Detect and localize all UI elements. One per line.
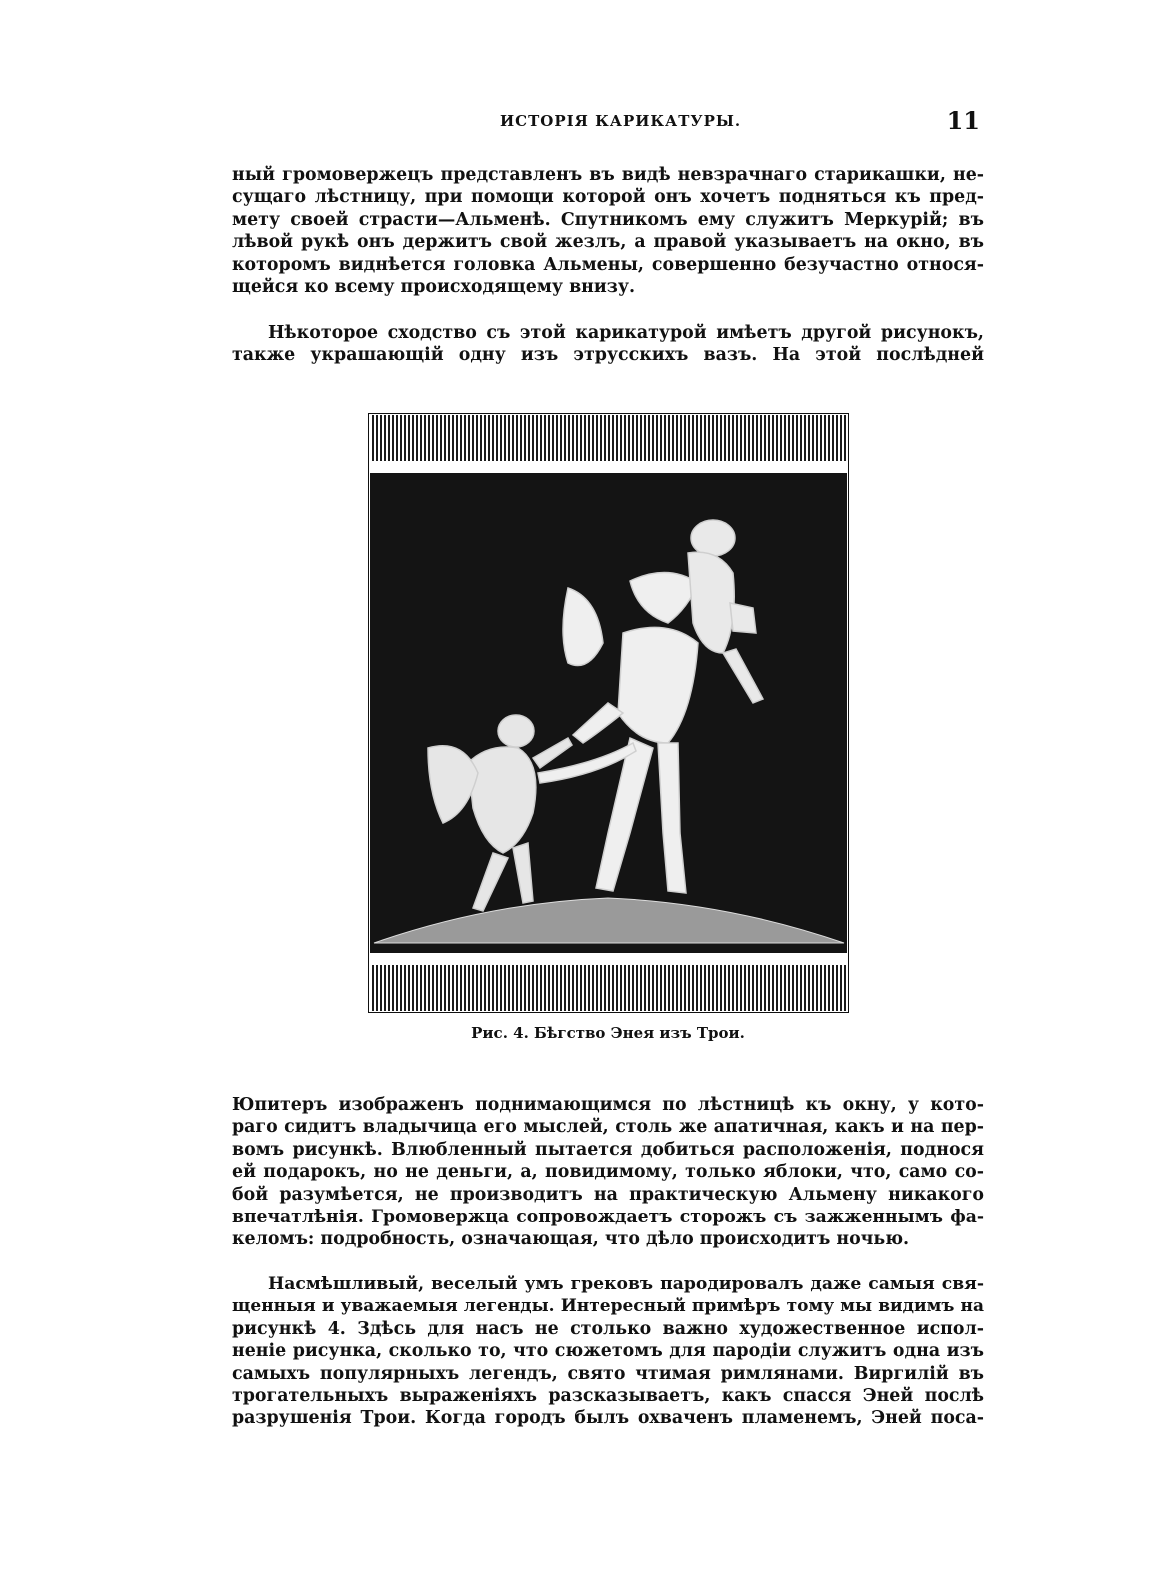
paragraph-2 — [232, 322, 984, 367]
text-line: мету своей страсти—Альменѣ. Спутникомъ ему служитъ Меркурій; въ — [232, 209, 984, 230]
text-line: келомъ: подробность, означающая, что дѣло происходитъ ночью. — [232, 1229, 910, 1250]
paragraph-4 — [232, 1273, 984, 1430]
text-line: щенныя и уважаемыя легенды. Интересный примѣръ тому мы видимъ на — [232, 1296, 984, 1317]
text-line: бой разумѣется, не производитъ на практическую Альмену никакого — [232, 1184, 984, 1205]
figure-caption: Рис. 4. Бѣгство Энея изъ Трои. — [471, 1024, 745, 1042]
figure-illustration — [368, 413, 849, 1013]
page-header — [232, 108, 982, 142]
text-line: вомъ рисункѣ. Влюбленный пытается добиться расположенія, поднося — [232, 1139, 984, 1160]
text-line: впечатлѣнія. Громовержца сопровождаетъ сторожъ съ зажженнымъ фа- — [232, 1207, 984, 1228]
text-line: раго сидитъ владычица его мыслей, столь же апатичная, какъ и на пер- — [232, 1117, 984, 1138]
paragraph-1 — [232, 164, 984, 298]
text-line: щейся ко всему происходящему внизу. — [232, 277, 636, 298]
text-line: разрушенія Трои. Когда городъ былъ охваченъ пламенемъ, Эней поса- — [232, 1408, 984, 1429]
text-line: ей подарокъ, но не деньги, а, повидимому, только яблоки, что, само со- — [232, 1162, 984, 1183]
page-number: 11 — [946, 106, 980, 135]
illustration-image — [368, 413, 849, 1013]
text-line: Нѣкоторое сходство съ этой карикатурой имѣетъ другой рисунокъ, — [268, 323, 984, 343]
text-line: самыхъ популярныхъ легендъ, свято чтимая римлянами. Виргилій въ — [232, 1363, 984, 1384]
text-line: также украшающій одну изъ этрусскихъ вазъ. На этой послѣдней — [232, 345, 984, 366]
paragraph-3 — [232, 1094, 984, 1251]
text-line: Насмѣшливый, веселый умъ грековъ пародировалъ даже самыя свя- — [268, 1274, 984, 1294]
text-line: неніе рисунка, сколько то, что сюжетомъ для пародіи служитъ одна изъ — [232, 1341, 984, 1362]
text-line: рисункѣ 4. Здѣсь для насъ не столько важно художественное испол- — [232, 1318, 984, 1339]
text-line: ный громовержецъ представленъ въ видѣ невзрачнаго старикашки, не- — [232, 165, 984, 185]
text-line: которомъ виднѣется головка Альмены, совершенно безучастно относя- — [232, 254, 984, 275]
text-line: сущаго лѣстницу, при помощи которой онъ хочетъ подняться къ пред- — [232, 187, 984, 208]
text-line: трогательныхъ выраженіяхъ разсказываетъ, какъ спасся Эней послѣ — [232, 1386, 984, 1407]
text-line: Юпитеръ изображенъ поднимающимся по лѣстницѣ къ окну, у кото- — [232, 1095, 984, 1115]
running-title: ИСТОРІЯ КАРИКАТУРЫ. — [500, 112, 742, 130]
text-line: лѣвой рукѣ онъ держитъ свой жезлъ, а правой указываетъ на окно, въ — [232, 232, 984, 253]
